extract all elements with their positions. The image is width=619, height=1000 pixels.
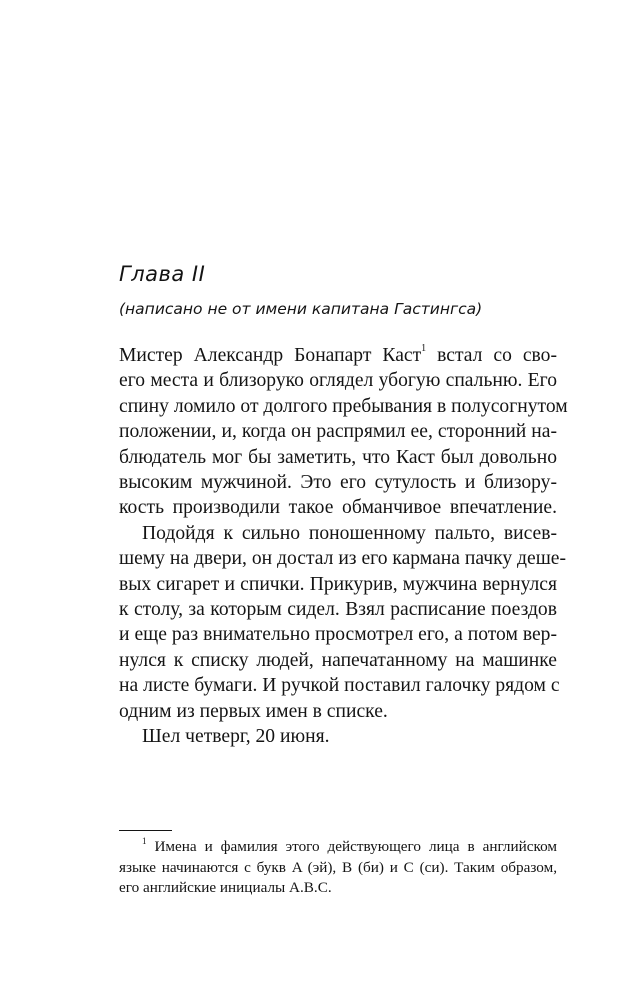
paragraph-2 (119, 521, 567, 724)
text-line: и еще раз внимательно просмотрел его, а потом вер- (119, 624, 557, 646)
text-line: Шел четверг, 20 июня. (142, 726, 330, 748)
text-line: вых сигарет и спички. Прикурив, мужчина вернулся (119, 573, 557, 595)
footnote-marker: 1 (142, 835, 147, 846)
footnote-line: его английские инициалы A.B.C. (119, 879, 332, 896)
text-fragment: Мистер Александр Бонапарт Каст (119, 345, 422, 366)
text-line: его места и близоруко оглядел убогую спальню. Его (119, 370, 557, 392)
main-text (119, 343, 568, 750)
footnote-ref[interactable]: 1 (421, 343, 427, 355)
text-line: Подойдя к сильно поношенному пальто, висев- (142, 522, 557, 544)
chapter-heading: Глава II (119, 262, 206, 286)
text-line: спину ломило от долгого пребывания в полусогнутом (119, 395, 568, 417)
footnote-line: языке начинаются с букв A (эй), B (би) и C (си). Таким образом, (119, 858, 557, 876)
footnote (119, 837, 557, 899)
text-line: одним из первых имен в списке. (119, 700, 388, 722)
text-fragment: Имена и фамилия этого действующего лица в английском (146, 838, 557, 855)
text-line: на листе бумаги. И ручкой поставил галочку рядом с (119, 675, 560, 697)
text-line: шему на двери, он достал из его кармана пачку деше- (119, 548, 567, 570)
text-line: к столу, за которым сидел. Взял расписание поездов (119, 599, 557, 621)
text-line: высоким мужчиной. Это его сутулость и близору- (119, 472, 557, 494)
paragraph-1 (119, 343, 568, 521)
text-line: кость производили такое обманчивое впечатление. (119, 497, 557, 519)
footnote-line (119, 837, 557, 858)
text-fragment: встал со сво- (426, 345, 557, 366)
text-line: нулся к списку людей, напечатанному на машинке (119, 649, 557, 671)
text-line (119, 343, 557, 368)
footnote-divider (119, 830, 172, 831)
chapter-subtitle: (написано не от имени капитана Гастингса) (119, 300, 483, 318)
text-line: блюдатель мог бы заметить, что Каст был довольно (119, 446, 557, 468)
paragraph-3 (119, 724, 557, 749)
text-line: положении, и, когда он распрямил ее, сторонний на- (119, 421, 557, 443)
